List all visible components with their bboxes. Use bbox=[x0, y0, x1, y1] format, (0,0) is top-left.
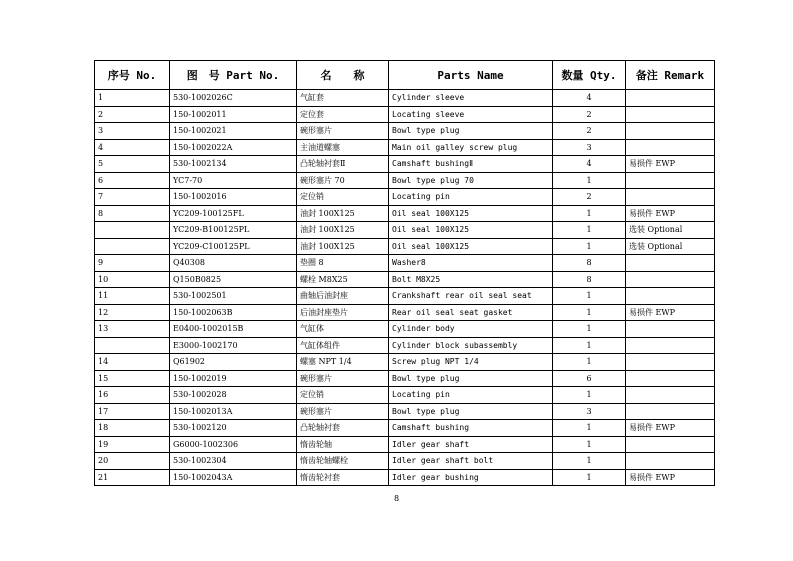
table-row bbox=[95, 156, 715, 173]
cell-parts-name: Camshaft bushing bbox=[389, 420, 553, 437]
table-row bbox=[95, 271, 715, 288]
cell-parts-name: Bowl type plug bbox=[389, 403, 553, 420]
cell-cn-name: 定位销 bbox=[297, 189, 389, 206]
cell-part-no: 150-1002022A bbox=[170, 139, 297, 156]
cell-cn-name: 凸轮轴衬套Ⅱ bbox=[297, 156, 389, 173]
cell-remark bbox=[626, 123, 715, 140]
cell-remark bbox=[626, 337, 715, 354]
cell-parts-name: Bowl type plug bbox=[389, 370, 553, 387]
table-row bbox=[95, 205, 715, 222]
cell-remark bbox=[626, 189, 715, 206]
cell-parts-name: Crankshaft rear oil seal seat bbox=[389, 288, 553, 305]
cell-no: 5 bbox=[95, 156, 170, 173]
cell-no: 8 bbox=[95, 205, 170, 222]
cell-part-no: E0400-1002015B bbox=[170, 321, 297, 338]
cell-remark: 选装 Optional bbox=[626, 238, 715, 255]
cell-part-no: 150-1002063B bbox=[170, 304, 297, 321]
cell-parts-name: Washer8 bbox=[389, 255, 553, 272]
cell-qty: 8 bbox=[553, 255, 626, 272]
cell-part-no: G6000-1002306 bbox=[170, 436, 297, 453]
cell-parts-name: Idler gear bushing bbox=[389, 469, 553, 486]
cell-cn-name: 惰齿轮轴螺栓 bbox=[297, 453, 389, 470]
cell-part-no: YC209-C100125PL bbox=[170, 238, 297, 255]
cell-no: 10 bbox=[95, 271, 170, 288]
cell-parts-name: Bowl type plug 70 bbox=[389, 172, 553, 189]
cell-qty: 3 bbox=[553, 403, 626, 420]
cell-cn-name: 惰齿轮轴 bbox=[297, 436, 389, 453]
cell-no: 16 bbox=[95, 387, 170, 404]
cell-no: 20 bbox=[95, 453, 170, 470]
cell-parts-name: Main oil galley screw plug bbox=[389, 139, 553, 156]
cell-parts-name: Oil seal 100X125 bbox=[389, 238, 553, 255]
table-row bbox=[95, 387, 715, 404]
header-no: 序号 No. bbox=[95, 61, 170, 90]
table-row bbox=[95, 321, 715, 338]
table-row bbox=[95, 139, 715, 156]
cell-parts-name: Oil seal 100X125 bbox=[389, 222, 553, 239]
cell-parts-name: Bolt M8X25 bbox=[389, 271, 553, 288]
cell-no: 21 bbox=[95, 469, 170, 486]
header-part-no: 图 号 Part No. bbox=[170, 61, 297, 90]
cell-cn-name: 螺栓 M8X25 bbox=[297, 271, 389, 288]
header-cn-name: 名 称 bbox=[297, 61, 389, 90]
table-row bbox=[95, 238, 715, 255]
table-body bbox=[95, 90, 715, 486]
cell-qty: 4 bbox=[553, 90, 626, 107]
page-number: 8 bbox=[393, 494, 400, 503]
cell-parts-name: Oil seal 100X125 bbox=[389, 205, 553, 222]
cell-no: 14 bbox=[95, 354, 170, 371]
cell-part-no: E3000-1002170 bbox=[170, 337, 297, 354]
cell-qty: 1 bbox=[553, 205, 626, 222]
table-row bbox=[95, 304, 715, 321]
cell-parts-name: Screw plug NPT 1/4 bbox=[389, 354, 553, 371]
cell-qty: 1 bbox=[553, 222, 626, 239]
cell-no: 9 bbox=[95, 255, 170, 272]
cell-no: 18 bbox=[95, 420, 170, 437]
cell-qty: 1 bbox=[553, 420, 626, 437]
table-row bbox=[95, 123, 715, 140]
cell-parts-name: Idler gear shaft bolt bbox=[389, 453, 553, 470]
cell-part-no: YC209-100125FL bbox=[170, 205, 297, 222]
cell-no: 7 bbox=[95, 189, 170, 206]
cell-cn-name: 油封 100X125 bbox=[297, 238, 389, 255]
table-row bbox=[95, 288, 715, 305]
cell-no bbox=[95, 222, 170, 239]
table-row bbox=[95, 106, 715, 123]
cell-cn-name: 气缸体组件 bbox=[297, 337, 389, 354]
cell-part-no: 530-1002026C bbox=[170, 90, 297, 107]
cell-qty: 4 bbox=[553, 156, 626, 173]
cell-part-no: 530-1002501 bbox=[170, 288, 297, 305]
table-row bbox=[95, 189, 715, 206]
cell-remark bbox=[626, 321, 715, 338]
header-parts-name: Parts Name bbox=[389, 61, 553, 90]
cell-cn-name: 碗形塞片 bbox=[297, 403, 389, 420]
cell-parts-name: Bowl type plug bbox=[389, 123, 553, 140]
table-row bbox=[95, 436, 715, 453]
cell-parts-name: Locating sleeve bbox=[389, 106, 553, 123]
table-row bbox=[95, 469, 715, 486]
cell-qty: 3 bbox=[553, 139, 626, 156]
cell-cn-name: 螺塞 NPT 1/4 bbox=[297, 354, 389, 371]
cell-qty: 1 bbox=[553, 337, 626, 354]
cell-no: 12 bbox=[95, 304, 170, 321]
cell-remark bbox=[626, 403, 715, 420]
cell-qty: 2 bbox=[553, 123, 626, 140]
cell-part-no: Q61902 bbox=[170, 354, 297, 371]
cell-no: 3 bbox=[95, 123, 170, 140]
cell-remark bbox=[626, 255, 715, 272]
cell-no: 19 bbox=[95, 436, 170, 453]
cell-cn-name: 惰齿轮衬套 bbox=[297, 469, 389, 486]
cell-remark: 选装 Optional bbox=[626, 222, 715, 239]
table-row bbox=[95, 90, 715, 107]
cell-cn-name: 定位销 bbox=[297, 387, 389, 404]
table-row bbox=[95, 453, 715, 470]
cell-parts-name: Cylinder block subassembly bbox=[389, 337, 553, 354]
cell-no: 15 bbox=[95, 370, 170, 387]
cell-qty: 1 bbox=[553, 304, 626, 321]
table-row bbox=[95, 255, 715, 272]
cell-remark: 易损件 EWP bbox=[626, 420, 715, 437]
cell-parts-name: Cylinder body bbox=[389, 321, 553, 338]
cell-cn-name: 油封 100X125 bbox=[297, 205, 389, 222]
cell-part-no: 530-1002028 bbox=[170, 387, 297, 404]
cell-remark bbox=[626, 288, 715, 305]
cell-remark: 易损件 EWP bbox=[626, 304, 715, 321]
cell-part-no: Q40308 bbox=[170, 255, 297, 272]
cell-remark bbox=[626, 271, 715, 288]
cell-qty: 1 bbox=[553, 436, 626, 453]
cell-qty: 1 bbox=[553, 453, 626, 470]
cell-parts-name: Locating pin bbox=[389, 189, 553, 206]
cell-parts-name: Cylinder sleeve bbox=[389, 90, 553, 107]
cell-qty: 1 bbox=[553, 469, 626, 486]
cell-cn-name: 垫圈 8 bbox=[297, 255, 389, 272]
cell-remark bbox=[626, 436, 715, 453]
cell-part-no: 530-1002120 bbox=[170, 420, 297, 437]
table-row bbox=[95, 370, 715, 387]
table-header-row bbox=[95, 61, 715, 90]
table-row bbox=[95, 354, 715, 371]
table-row bbox=[95, 337, 715, 354]
cell-cn-name: 曲轴后油封座 bbox=[297, 288, 389, 305]
cell-part-no: 530-1002134 bbox=[170, 156, 297, 173]
cell-qty: 2 bbox=[553, 189, 626, 206]
header-remark: 备注 Remark bbox=[626, 61, 715, 90]
table-row bbox=[95, 172, 715, 189]
cell-no: 2 bbox=[95, 106, 170, 123]
cell-part-no: 150-1002021 bbox=[170, 123, 297, 140]
cell-remark bbox=[626, 172, 715, 189]
cell-cn-name: 气缸套 bbox=[297, 90, 389, 107]
cell-cn-name: 碗形塞片 bbox=[297, 370, 389, 387]
cell-cn-name: 凸轮轴衬套 bbox=[297, 420, 389, 437]
cell-remark: 易损件 EWP bbox=[626, 205, 715, 222]
cell-no bbox=[95, 337, 170, 354]
cell-cn-name: 主油道螺塞 bbox=[297, 139, 389, 156]
cell-part-no: 150-1002043A bbox=[170, 469, 297, 486]
cell-part-no: 530-1002304 bbox=[170, 453, 297, 470]
cell-parts-name: Rear oil seal seat gasket bbox=[389, 304, 553, 321]
cell-qty: 1 bbox=[553, 387, 626, 404]
cell-part-no: 150-1002011 bbox=[170, 106, 297, 123]
cell-parts-name: Camshaft bushingⅡ bbox=[389, 156, 553, 173]
table-row bbox=[95, 222, 715, 239]
cell-remark bbox=[626, 106, 715, 123]
header-qty: 数量 Qty. bbox=[553, 61, 626, 90]
cell-remark bbox=[626, 90, 715, 107]
cell-qty: 1 bbox=[553, 321, 626, 338]
cell-qty: 1 bbox=[553, 354, 626, 371]
cell-cn-name: 油封 100X125 bbox=[297, 222, 389, 239]
cell-remark bbox=[626, 354, 715, 371]
cell-cn-name: 碗形塞片 70 bbox=[297, 172, 389, 189]
cell-cn-name: 后油封座垫片 bbox=[297, 304, 389, 321]
cell-part-no: Q150B0825 bbox=[170, 271, 297, 288]
cell-qty: 1 bbox=[553, 238, 626, 255]
cell-remark bbox=[626, 453, 715, 470]
cell-part-no: YC7-70 bbox=[170, 172, 297, 189]
cell-remark: 易损件 EWP bbox=[626, 156, 715, 173]
cell-qty: 1 bbox=[553, 172, 626, 189]
cell-remark bbox=[626, 139, 715, 156]
cell-no: 11 bbox=[95, 288, 170, 305]
cell-remark bbox=[626, 387, 715, 404]
cell-qty: 2 bbox=[553, 106, 626, 123]
cell-cn-name: 定位套 bbox=[297, 106, 389, 123]
cell-cn-name: 碗形塞片 bbox=[297, 123, 389, 140]
cell-no: 17 bbox=[95, 403, 170, 420]
table-row bbox=[95, 403, 715, 420]
cell-parts-name: Locating pin bbox=[389, 387, 553, 404]
cell-no bbox=[95, 238, 170, 255]
cell-no: 4 bbox=[95, 139, 170, 156]
cell-remark: 易损件 EWP bbox=[626, 469, 715, 486]
parts-table bbox=[94, 60, 715, 486]
cell-part-no: 150-1002016 bbox=[170, 189, 297, 206]
cell-no: 6 bbox=[95, 172, 170, 189]
cell-qty: 8 bbox=[553, 271, 626, 288]
cell-part-no: 150-1002013A bbox=[170, 403, 297, 420]
cell-part-no: 150-1002019 bbox=[170, 370, 297, 387]
cell-no: 13 bbox=[95, 321, 170, 338]
cell-no: 1 bbox=[95, 90, 170, 107]
cell-remark bbox=[626, 370, 715, 387]
cell-qty: 6 bbox=[553, 370, 626, 387]
cell-parts-name: Idler gear shaft bbox=[389, 436, 553, 453]
cell-qty: 1 bbox=[553, 288, 626, 305]
table-row bbox=[95, 420, 715, 437]
cell-cn-name: 气缸体 bbox=[297, 321, 389, 338]
cell-part-no: YC209-B100125PL bbox=[170, 222, 297, 239]
